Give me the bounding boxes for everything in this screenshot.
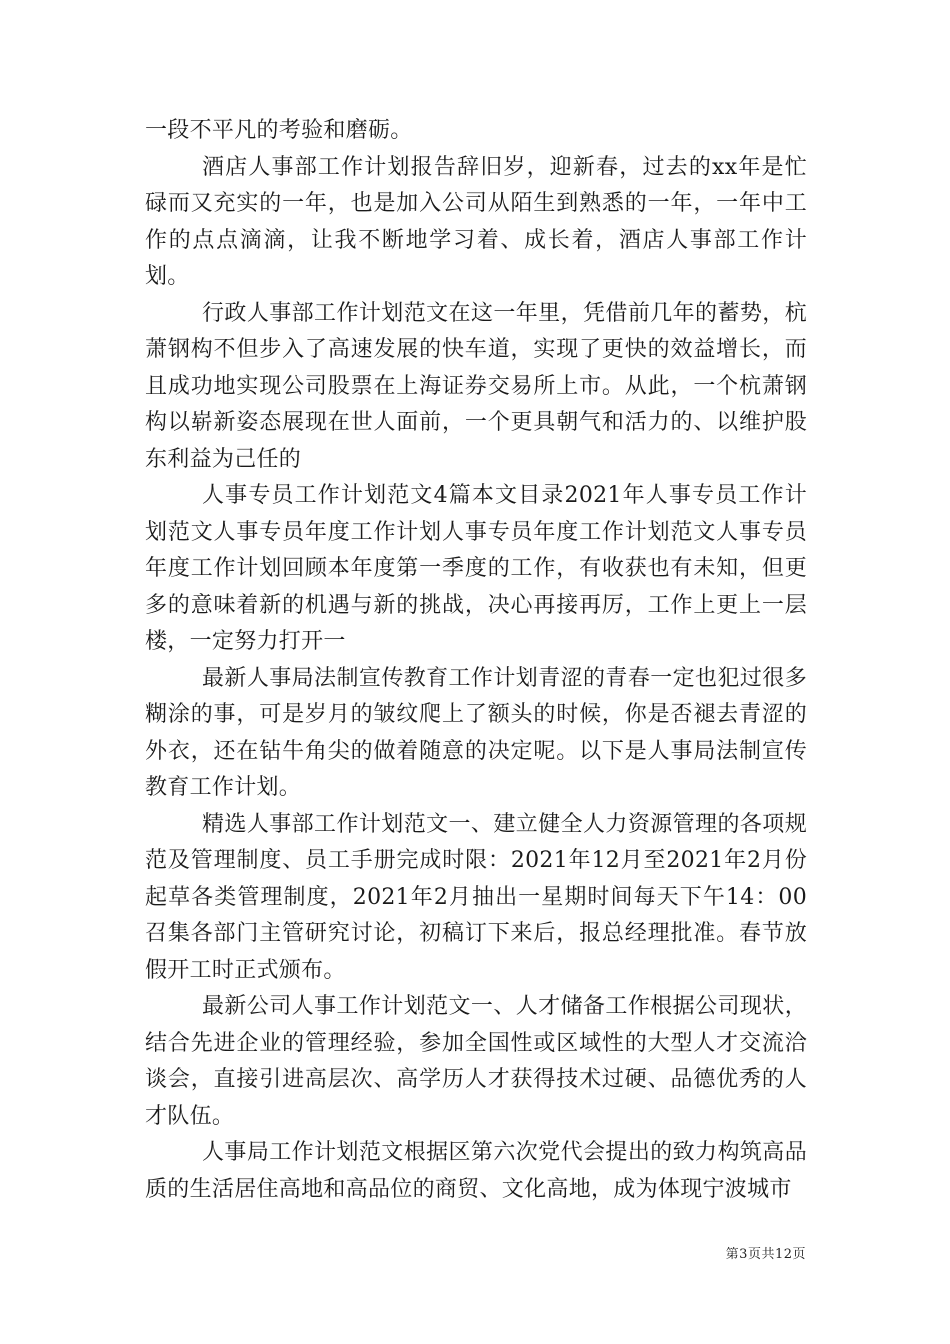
paragraph-1: 一段不平凡的考验和磨砺。 xyxy=(145,118,413,143)
paragraph-7: 最新公司人事工作计划范文一、人才储备工作根据公司现状，结合先进企业的管理经验，参加全国性或区域性的大型人才交流洽谈会，直接引进高层次、高学历人才获得技术过硬、品德优秀的人才队伍。 xyxy=(145,994,807,1129)
document-body xyxy=(145,113,807,1208)
paragraph-3: 行政人事部工作计划范文在这一年里，凭借前几年的蓄势，杭萧钢构不但步入了高速发展的快车道，实现了更快的效益增长，而且成功地实现公司股票在上海证券交易所上市。从此，一个杭萧钢构以崭新姿态展现在世人面前，一个更具朝气和活力的、以维护股东利益为己任的 xyxy=(145,300,807,472)
paragraph-6: 精选人事部工作计划范文一、建立健全人力资源管理的各项规范及管理制度、员工手册完成时限：2021年12月至2021年2月份起草各类管理制度，2021年2月抽出一星期时间每天下午14：00召集各部门主管研究讨论，初稿订下来后，报总经理批准。春节放假开工时正式颁布。 xyxy=(145,811,807,983)
paragraph-4: 人事专员工作计划范文4篇本文目录2021年人事专员工作计划范文人事专员年度工作计划人事专员年度工作计划范文人事专员年度工作计划回顾本年度第一季度的工作，有收获也有未知，但更多的意味着新的机遇与新的挑战，决心再接再厉，工作上更上一层楼，一定努力打开一 xyxy=(145,483,807,654)
paragraph-8: 人事局工作计划范文根据区第六次党代会提出的致力构筑高品质的生活居住高地和高品位的商贸、文化高地，成为体现宁波城市 xyxy=(145,1140,807,1202)
paragraph-2: 酒店人事部工作计划报告辞旧岁，迎新春，过去的xx年是忙碌而又充实的一年，也是加入公司从陌生到熟悉的一年，一年中工作的点点滴滴，让我不断地学习着、成长着，酒店人事部工作计划。 xyxy=(145,154,807,289)
paragraph-5: 最新人事局法制宣传教育工作计划青涩的青春一定也犯过很多糊涂的事，可是岁月的皱纹爬上了额头的时候，你是否褪去青涩的外衣，还在钻牛角尖的做着随意的决定呢。以下是人事局法制宣传教育工作计划。 xyxy=(145,665,807,800)
page-number-footer: 第3页共12页 xyxy=(725,1247,806,1262)
